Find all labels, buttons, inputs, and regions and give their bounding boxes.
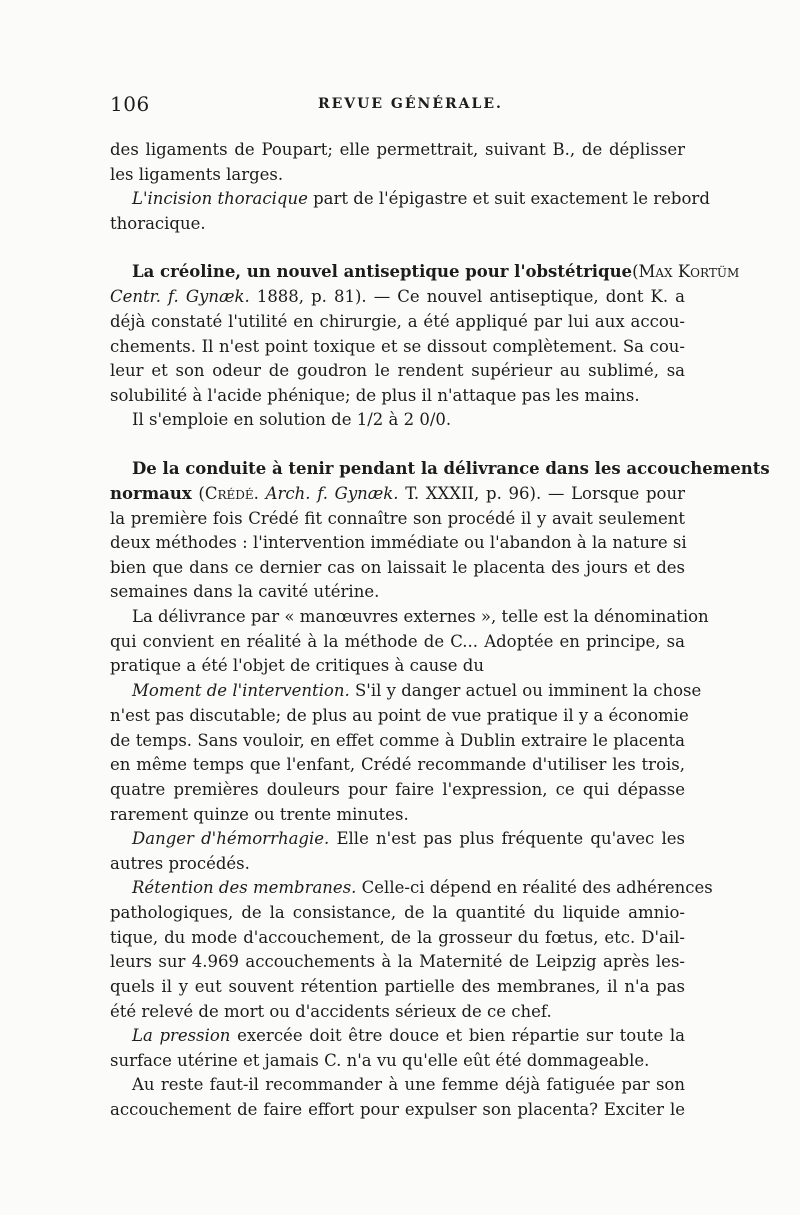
text-line (110, 210, 685, 237)
text-segment: solubilité à l'acide phénique; de plus il n'attaque pas les mains. (110, 386, 640, 405)
text-segment: leurs sur 4.969 accouchements à la Maternité de Leipzig après les- (110, 952, 685, 971)
text-line (110, 1096, 685, 1123)
text-line (132, 258, 740, 285)
text-line (110, 801, 685, 828)
text-line (110, 776, 685, 803)
text-line (132, 603, 709, 630)
text-segment: quels il y eut souvent rétention partielle des membranes, il n'a pas (110, 977, 685, 996)
text-line (132, 455, 770, 482)
text-line (132, 1071, 685, 1098)
text-line (132, 1022, 685, 1049)
page-number: 106 (110, 92, 150, 116)
text-segment: déjà constaté l'utilité en chirurgie, a été appliqué par lui aux accou- (110, 312, 685, 331)
text-line (110, 382, 685, 409)
text-segment: De la conduite à tenir pendant la délivrance dans les accouchements (132, 459, 770, 478)
text-segment: tique, du mode d'accouchement, de la grosseur du fœtus, etc. D'ail- (110, 928, 685, 947)
text-segment: bien que dans ce dernier cas on laissait le placenta des jours et des (110, 558, 685, 577)
text-line (110, 751, 685, 778)
text-line (110, 283, 685, 310)
text-line (110, 554, 685, 581)
text-line (110, 308, 685, 335)
text-segment: pratique a été l'objet de critiques à cause du (110, 656, 484, 675)
text-segment: Il s'emploie en solution de 1/2 à 2 0/0. (132, 410, 452, 429)
text-segment: normaux (110, 484, 192, 503)
text-segment: autres procédés. (110, 854, 250, 873)
text-line (110, 702, 689, 729)
text-line (110, 948, 685, 975)
text-segment: L'incision thoracique (132, 189, 308, 208)
text-segment: T. XXXII, p. 96). — Lorsque pour (398, 484, 685, 503)
text-segment: pathologiques, de la consistance, de la quantité du liquide amnio- (110, 903, 685, 922)
text-segment: surface utérine et jamais C. n'a vu qu'elle eût été dommageable. (110, 1051, 650, 1070)
text-line (110, 480, 685, 507)
text-line (132, 825, 685, 852)
text-segment: Max Kortüm (638, 262, 740, 281)
text-line (110, 998, 685, 1025)
text-line (110, 333, 685, 360)
text-line (110, 628, 685, 655)
running-title: REVUE GÉNÉRALE. (318, 96, 503, 112)
text-segment: de temps. Sans vouloir, en effet comme à Dublin extraire le placenta (110, 731, 685, 750)
text-line (110, 899, 685, 926)
text-segment: des ligaments de Poupart; elle permettrait, suivant B., de déplisser (110, 140, 685, 159)
text-segment: la première fois Crédé fit connaître son procédé il y avait seulement (110, 509, 685, 528)
text-segment: ( (632, 262, 639, 281)
text-segment: deux méthodes : l'intervention immédiate ou l'abandon à la nature si (110, 533, 687, 552)
text-segment: thoracique. (110, 214, 206, 233)
text-segment: Au reste faut-il recommander à une femme déjà fatiguée par son (132, 1075, 685, 1094)
text-line (110, 578, 685, 605)
text-line (110, 529, 685, 556)
text-line (110, 727, 685, 754)
text-segment: part de l'épigastre et suit exactement le rebord (307, 189, 710, 208)
text-line (110, 973, 685, 1000)
text-segment: accouchement de faire effort pour expulser son placenta? Exciter le (110, 1100, 685, 1119)
text-segment: exercée doit être douce et bien répartie sur toute la (230, 1026, 685, 1045)
text-segment: été relevé de mort ou d'accidents sérieux de ce chef. (110, 1002, 552, 1021)
text-line (132, 185, 710, 212)
text-segment: leur et son odeur de goudron le rendent supérieur au sublimé, sa (110, 361, 685, 380)
text-line (132, 406, 685, 433)
text-line (110, 161, 685, 188)
text-segment: Arch. f. Gynæk. (265, 484, 399, 503)
text-segment: en même temps que l'enfant, Crédé recommande d'utiliser les trois, (110, 755, 685, 774)
text-segment: quatre premières douleurs pour faire l'expression, ce qui dépasse (110, 780, 685, 799)
text-line (110, 652, 685, 679)
text-segment: n'est pas discutable; de plus au point de vue pratique il y a économie (110, 706, 689, 725)
text-segment: qui convient en réalité à la méthode de C... Adoptée en principe, sa (110, 632, 685, 651)
text-line (110, 850, 685, 877)
text-segment: rarement quinze ou trente minutes. (110, 805, 409, 824)
page-header (110, 92, 685, 122)
text-segment: Centr. f. Gynæk. (110, 287, 250, 306)
text-line (110, 357, 685, 384)
text-line (132, 874, 713, 901)
text-segment: ( (191, 484, 205, 503)
text-segment: La pression (132, 1026, 231, 1045)
text-line (110, 1047, 685, 1074)
text-line (110, 136, 685, 163)
text-line (132, 677, 702, 704)
text-segment: 1888, p. 81). — Ce nouvel antiseptique, dont K. a (249, 287, 685, 306)
text-segment: les ligaments larges. (110, 165, 284, 184)
text-segment: La créoline, un nouvel antiseptique pour l'obstétrique (132, 262, 633, 281)
text-segment: La délivrance par « manœuvres externes », telle est la dénomination (132, 607, 709, 626)
text-segment: Rétention des membranes. (132, 878, 357, 897)
text-segment: S'il y danger actuel ou imminent la chose (349, 681, 702, 700)
text-segment: Danger d'hémorrhagie. (132, 829, 330, 848)
text-segment: Moment de l'intervention. (132, 681, 350, 700)
text-segment: Crédé (204, 484, 254, 503)
text-segment: . (253, 484, 266, 503)
text-segment: chements. Il n'est point toxique et se dissout complètement. Sa cou- (110, 337, 685, 356)
text-line (110, 924, 685, 951)
text-line (110, 505, 685, 532)
text-segment: Elle n'est pas plus fréquente qu'avec les (329, 829, 685, 848)
text-segment: Celle-ci dépend en réalité des adhérences (356, 878, 713, 897)
text-segment: semaines dans la cavité utérine. (110, 582, 380, 601)
